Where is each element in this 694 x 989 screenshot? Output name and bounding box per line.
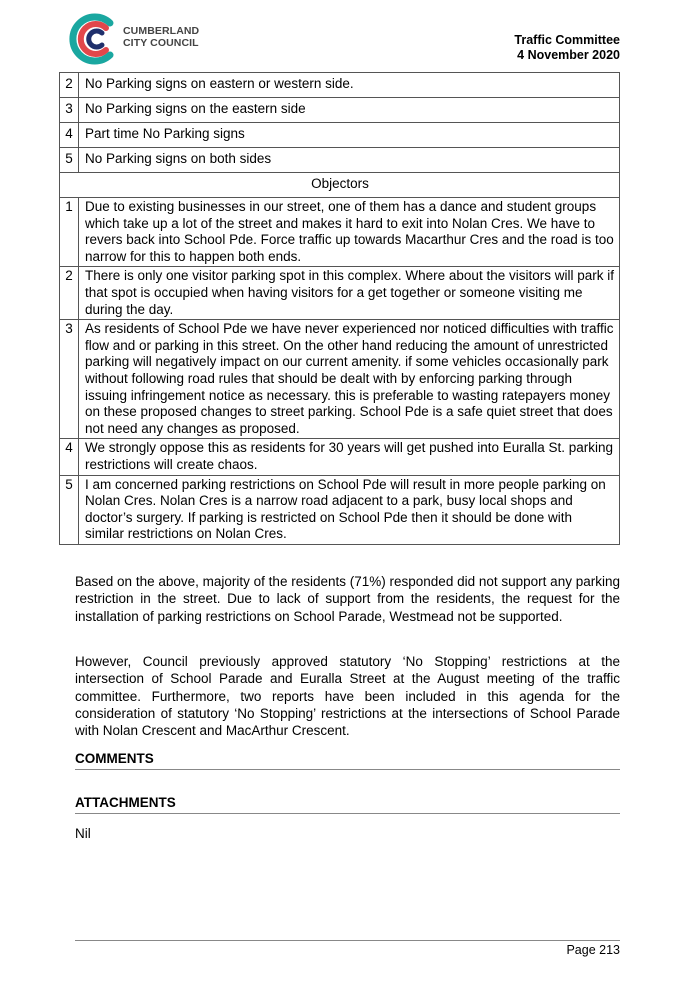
summary-paragraph: Based on the above, majority of the residents (71%) responded did not support any parking restriction in the street. Due to lack of support from the residents, the request for the installation of parking restrictions on School Parade, Westmead not be supported. <box>75 574 620 624</box>
table-row <box>60 148 620 173</box>
row-text: Part time No Parking signs <box>79 123 620 148</box>
row-text: I am concerned parking restrictions on School Pde will result in more people parking on Nolan Cres. Nolan Cres is a narrow road adjacent to a park, busy local shops and doctor’s surgery. If parking is restricted on School Pde then it should be done with similar restrictions on Nolan Cres. <box>79 475 620 544</box>
table-row <box>60 267 620 320</box>
row-number: 5 <box>60 148 79 173</box>
table-row <box>60 475 620 544</box>
row-number: 4 <box>60 123 79 148</box>
table-section-row <box>60 173 620 198</box>
submissions-table <box>59 72 620 545</box>
committee-name: Traffic Committee <box>514 33 620 47</box>
table-row <box>60 73 620 98</box>
row-number: 3 <box>60 320 79 439</box>
row-number: 2 <box>60 73 79 98</box>
council-logo <box>66 13 206 65</box>
row-text: There is only one visitor parking spot in this complex. Where about the visitors will park if that spot is occupied when having visitors for a get together or someone visiting me during the day. <box>79 267 620 320</box>
logo-line-2: CITY COUNCIL <box>123 36 199 49</box>
row-text: Due to existing businesses in our street, one of them has a dance and student groups which take up a lot of the street and makes it hard to exit into Nolan Cres. We have to revers back into School Pde. Force traffic up towards Macarthur Cres and the road is too narrow for this to happen both ends. <box>79 198 620 267</box>
row-number: 1 <box>60 198 79 267</box>
council-logo-icon <box>66 13 120 65</box>
table-row <box>60 320 620 439</box>
row-text: As residents of School Pde we have never experienced nor noticed difficulties with traffic flow and or parking in this street. On the other hand reducing the amount of unrestricted parking will negatively impact on our current amenity. if some vehicles occasionally park without following road rules that should be dealt with by enforcing parking through issuing infringement notice as necessary. this is preferable to wasting ratepayers money on these proposed changes to street parking. School Pde is a safe quiet street that does not need any changes as proposed. <box>79 320 620 439</box>
row-number: 5 <box>60 475 79 544</box>
table-row <box>60 98 620 123</box>
row-text: No Parking signs on eastern or western side. <box>79 73 620 98</box>
row-text: No Parking signs on the eastern side <box>79 98 620 123</box>
objectors-heading: Objectors <box>60 173 620 198</box>
table-row <box>60 123 620 148</box>
logo-text <box>123 26 199 49</box>
comments-heading: COMMENTS <box>75 751 620 770</box>
attachments-heading: ATTACHMENTS <box>75 795 620 814</box>
row-text: No Parking signs on both sides <box>79 148 620 173</box>
row-number: 3 <box>60 98 79 123</box>
background-paragraph: However, Council previously approved statutory ‘No Stopping’ restrictions at the intersection of School Parade and Euralla Street at the August meeting of the traffic committee. Furthermore, two reports have been included in this agenda for the consideration of statutory ‘No Stopping’ restrictions at the intersections of School Parade with Nolan Crescent and MacArthur Crescent. <box>75 654 620 739</box>
logo-line-1: CUMBERLAND <box>123 25 200 37</box>
table-row <box>60 198 620 267</box>
meeting-date: 4 November 2020 <box>517 48 620 62</box>
document-header <box>514 33 620 63</box>
attachments-value: Nil <box>75 826 91 841</box>
row-number: 2 <box>60 267 79 320</box>
row-number: 4 <box>60 439 79 475</box>
footer-divider <box>75 940 620 941</box>
row-text: We strongly oppose this as residents for 30 years will get pushed into Euralla St. parking restrictions will create chaos. <box>79 439 620 475</box>
table-row <box>60 439 620 475</box>
page-number: Page 213 <box>566 943 620 957</box>
